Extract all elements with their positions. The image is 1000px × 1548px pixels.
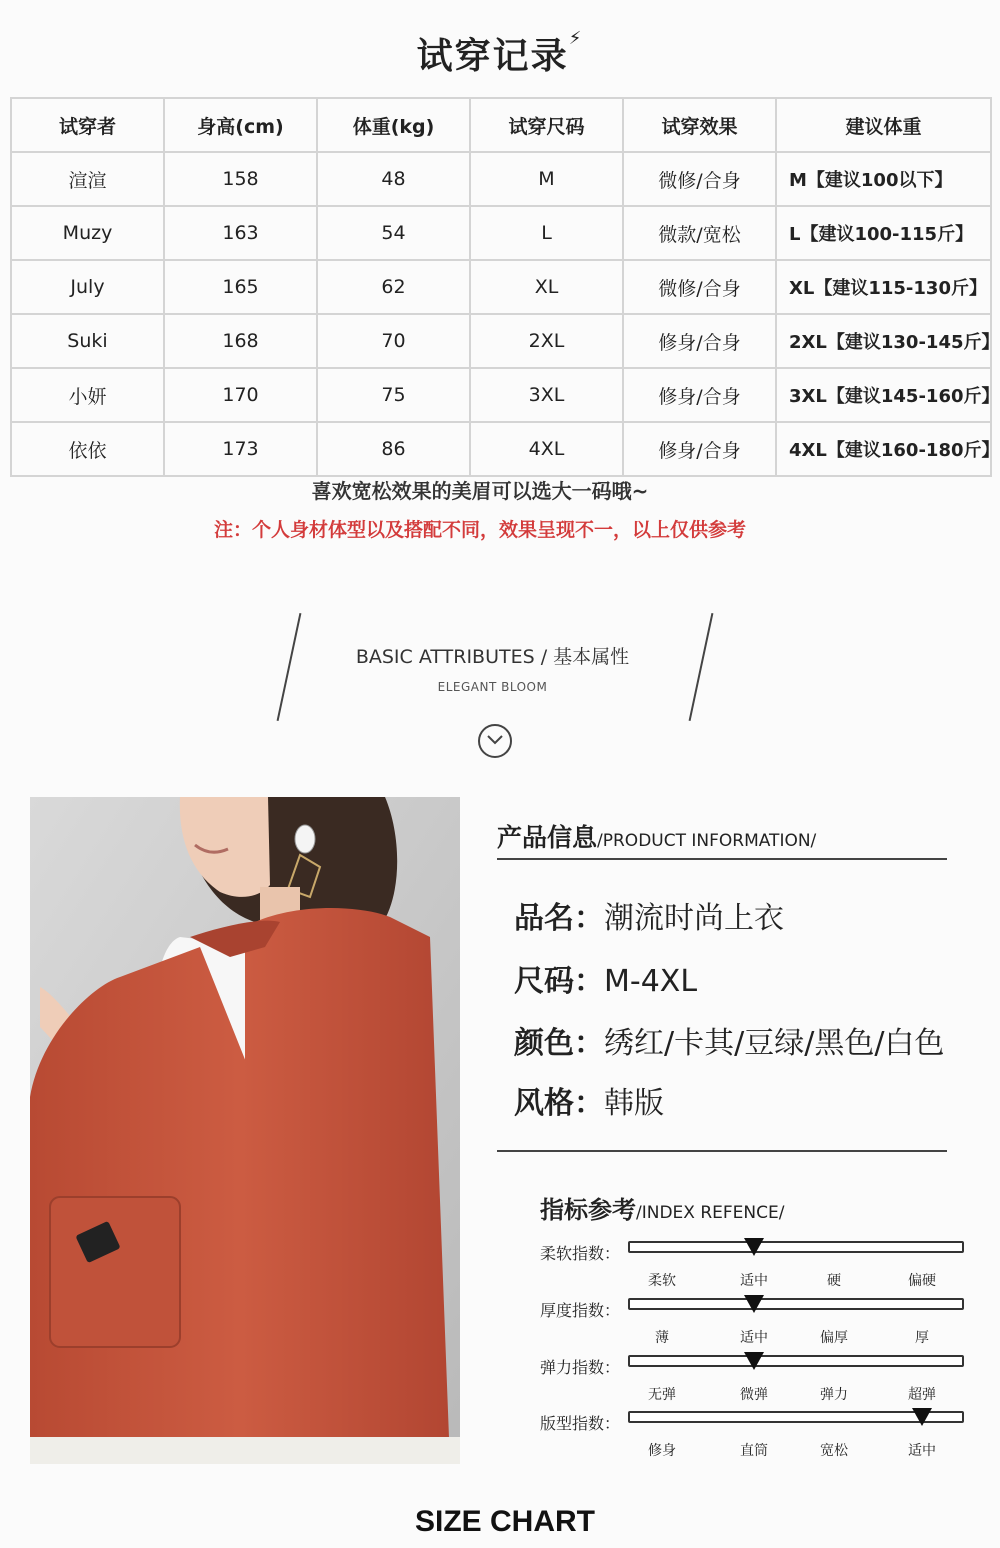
table-cell: XL【建议115-130斤】 (776, 260, 991, 314)
table-cell: 渲渲 (11, 152, 164, 206)
divider-slash-right (689, 613, 714, 721)
fit-record-table (10, 97, 1000, 477)
table-cell: 修身/合身 (623, 368, 776, 422)
product-size-label: 尺码： (514, 964, 604, 999)
header-cell: 建议体重 (776, 98, 991, 152)
basic-attributes-title: BASIC ATTRIBUTES / 基本属性 (355, 646, 630, 668)
product-photo (30, 797, 460, 1464)
table-cell: XL (470, 260, 623, 314)
product-color-row (514, 1018, 944, 1062)
thickness-option: 薄 (655, 1330, 669, 1346)
table-cell: 48 (317, 152, 470, 206)
table-cell: 173 (164, 422, 317, 476)
elasticity-option: 微弹 (740, 1387, 768, 1403)
product-style-row (514, 1078, 664, 1122)
spark-mark: ⚡ (568, 28, 584, 49)
fit-type-option: 修身 (648, 1443, 676, 1459)
table-cell: 163 (164, 206, 317, 260)
table-cell: L【建议100-115斤】 (776, 206, 991, 260)
fit-type-option: 适中 (908, 1443, 936, 1459)
product-style-value: 韩版 (604, 1086, 664, 1121)
table-cell: Muzy (11, 206, 164, 260)
product-name-value: 潮流时尚上衣 (604, 901, 784, 936)
table-cell: 165 (164, 260, 317, 314)
table-cell: 86 (317, 422, 470, 476)
product-style-label: 风格： (514, 1086, 604, 1121)
product-color-label: 颜色： (514, 1026, 604, 1061)
header-cell: 试穿者 (11, 98, 164, 152)
basic-attributes-subtitle: ELEGANT BLOOM (437, 680, 548, 694)
table-cell: 修身/合身 (623, 422, 776, 476)
chevron-down-icon (486, 734, 504, 746)
table-cell: 3XL【建议145-160斤】 (776, 368, 991, 422)
fit-type-label: 版型指数： (540, 1414, 621, 1433)
size-chart-heading: SIZE CHART (415, 1505, 595, 1538)
table-cell: 158 (164, 152, 317, 206)
table-cell: L (470, 206, 623, 260)
fit-type-option: 直筒 (740, 1443, 768, 1459)
product-info-divider (497, 858, 947, 860)
thickness-option: 适中 (740, 1330, 768, 1346)
elasticity-label: 弹力指数： (540, 1358, 621, 1377)
table-cell: 2XL【建议130-145斤】 (776, 314, 991, 368)
table-cell: 3XL (470, 368, 623, 422)
scroll-down-button[interactable] (478, 724, 512, 758)
table-cell: 168 (164, 314, 317, 368)
softness-option: 硬 (827, 1273, 841, 1289)
elasticity-option: 无弹 (648, 1387, 676, 1403)
elasticity-option: 超弹 (908, 1387, 936, 1403)
table-row (11, 314, 991, 368)
size-tip: 喜欢宽松效果的美眉可以选大一码哦~ (311, 479, 649, 503)
header-cell: 身高(cm) (164, 98, 317, 152)
table-cell: 小妍 (11, 368, 164, 422)
table-row (11, 368, 991, 422)
model-vest-image (30, 797, 460, 1464)
fit-type-option: 宽松 (820, 1443, 848, 1459)
thickness-marker-icon (744, 1295, 764, 1313)
product-name-label: 品名： (514, 901, 604, 936)
divider-slash-left (277, 613, 302, 721)
elasticity-option: 弹力 (820, 1387, 848, 1403)
table-cell: July (11, 260, 164, 314)
thickness-label: 厚度指数： (540, 1301, 621, 1320)
table-row (11, 260, 991, 314)
elasticity-marker-icon (744, 1352, 764, 1370)
table-cell: 70 (317, 314, 470, 368)
table-cell: 微修/合身 (623, 260, 776, 314)
index-divider (497, 1150, 947, 1152)
product-size-value: M-4XL (604, 964, 698, 999)
table-cell: 170 (164, 368, 317, 422)
table-cell: 4XL【建议160-180斤】 (776, 422, 991, 476)
index-reference-heading: 指标参考/INDEX REFENCE/ (540, 1196, 785, 1224)
table-cell: 微修/合身 (623, 152, 776, 206)
header-cell: 试穿尺码 (470, 98, 623, 152)
thickness-option: 偏厚 (820, 1330, 848, 1346)
elasticity-scale (628, 1355, 964, 1367)
table-cell: M (470, 152, 623, 206)
thickness-option: 厚 (915, 1330, 929, 1346)
disclaimer-note: 注：个人身材体型以及搭配不同，效果呈现不一，以上仅供参考 (213, 519, 746, 541)
table-cell: 62 (317, 260, 470, 314)
table-cell: 54 (317, 206, 470, 260)
product-color-value: 绣红/卡其/豆绿/黑色/白色 (604, 1026, 945, 1061)
table-cell: 75 (317, 368, 470, 422)
table-cell: M【建议100以下】 (776, 152, 991, 206)
header-cell: 体重(kg) (317, 98, 470, 152)
thickness-scale (628, 1298, 964, 1310)
table-row (11, 422, 991, 476)
header-cell: 试穿效果 (623, 98, 776, 152)
product-info-heading: 产品信息/PRODUCT INFORMATION/ (497, 823, 817, 852)
table-cell: Suki (11, 314, 164, 368)
softness-scale (628, 1241, 964, 1253)
softness-option: 适中 (740, 1273, 768, 1289)
product-name-row (514, 893, 784, 937)
table-cell: 依依 (11, 422, 164, 476)
table-row (11, 206, 991, 260)
fit-type-marker-icon (912, 1408, 932, 1426)
table-cell: 微款/宽松 (623, 206, 776, 260)
softness-option: 柔软 (648, 1273, 676, 1289)
softness-label: 柔软指数： (540, 1244, 621, 1263)
softness-marker-icon (744, 1238, 764, 1256)
softness-option: 偏硬 (908, 1273, 936, 1289)
fit-record-title: 试穿记录⚡ (416, 28, 584, 77)
product-size-row (514, 956, 697, 1000)
table-header-row (11, 98, 991, 152)
table-row (11, 152, 991, 206)
table-cell: 修身/合身 (623, 314, 776, 368)
table-cell: 4XL (470, 422, 623, 476)
table-cell: 2XL (470, 314, 623, 368)
